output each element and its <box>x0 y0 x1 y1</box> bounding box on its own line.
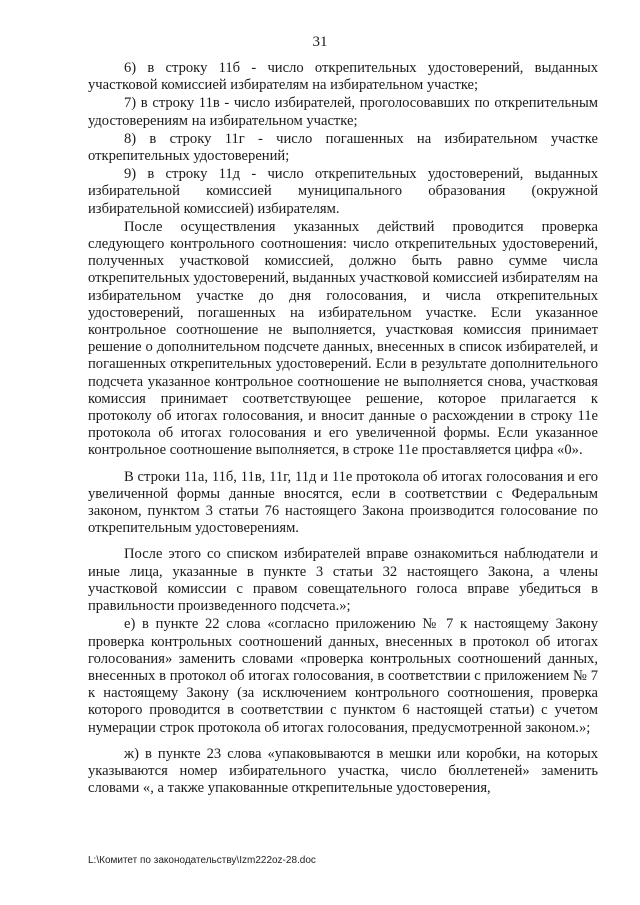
paragraph-item-6: 6) в строку 11б - число открепительных удостоверений, выданных участковой комиссией избирателям на избирательном участке; <box>88 60 598 94</box>
document-body <box>88 60 598 798</box>
page-number: 31 <box>312 34 328 50</box>
footer-file-path: L:\Комитет по законодательству\Izm222oz-28.doc <box>88 855 316 866</box>
paragraph-item-zh: ж) в пункте 23 слова «упаковываются в мешки или коробки, на которых указываются номер избирательного участка, число бюллетеней» заменить словами «, а также упакованные открепительные удостоверения, <box>88 745 598 797</box>
paragraph-observers: После этого со списком избирателей вправе ознакомиться наблюдатели и иные лица, указанные в пункте 3 статьи 32 настоящего Закона, а члены участковой комиссии с правом совещательного голоса вправе убедиться в правильности произведенного подсчета.»; <box>88 546 598 615</box>
paragraph-item-7: 7) в строку 11в - число избирателей, проголосовавших по открепительным удостоверениям на избирательном участке; <box>88 95 598 129</box>
paragraph-lines-11: В строки 11а, 11б, 11в, 11г, 11д и 11е протокола об итогах голосования и его увеличенной формы данные вносятся, если в соответствии с Федеральным законом, пунктом 3 статьи 76 настоящего Закона производится голосование по открепительным удостоверениям. <box>88 468 598 537</box>
paragraph-item-8: 8) в строку 11г - число погашенных на избирательном участке открепительных удостоверений; <box>88 130 598 165</box>
paragraph-item-e: е) в пункте 22 слова «согласно приложению № 7 к настоящему Закону проверка контрольных соотношений данных, внесенных в протокол об итогах голосования» заменить словами «проверка контрольных соотношений данных, внесенных в протокол об итогах голосования, в соответствии с приложением № 7 к настоящему Закону (за исключением контрольного соотношения, проверка которого проводится в соответствии с пунктом 6 настоящей статьи) с учетом нумерации строк протокола об итогах голосования, предусмотренной законом.»; <box>88 616 598 736</box>
paragraph-control-check: После осуществления указанных действий проводится проверка следующего контрольного соотношения: число открепительных удостоверений, полученных участковой комиссией, должно быть равно сумме числа открепительных удостоверений, выданных участковой комиссией избирателям на избирательном участке до дня голосования, и числа открепительных удостоверений, погашенных на избирательном участке. Если указанное контрольное соотношение не выполняется, участковая комиссия принимает решение о дополнительном подсчете данных, внесенных в список избирателей, и погашенных открепительных удостоверений. Если в результате дополнительного подсчета указанное контрольное соотношение не выполняется снова, участковая комиссия принимает соответствующее решение, которое прилагается к протоколу об итогах голосования, и вносит данные о расхождении в строку 11е протокола об итогах голосования и его увеличенной формы. Если указанное контрольное соотношение выполняется, в строке 11е проставляется цифра «0». <box>88 218 598 459</box>
paragraph-item-9: 9) в строку 11д - число открепительных удостоверений, выданных избирательной комиссией муниципального образования (окружной избирательной комиссией) избирателям. <box>88 166 598 217</box>
